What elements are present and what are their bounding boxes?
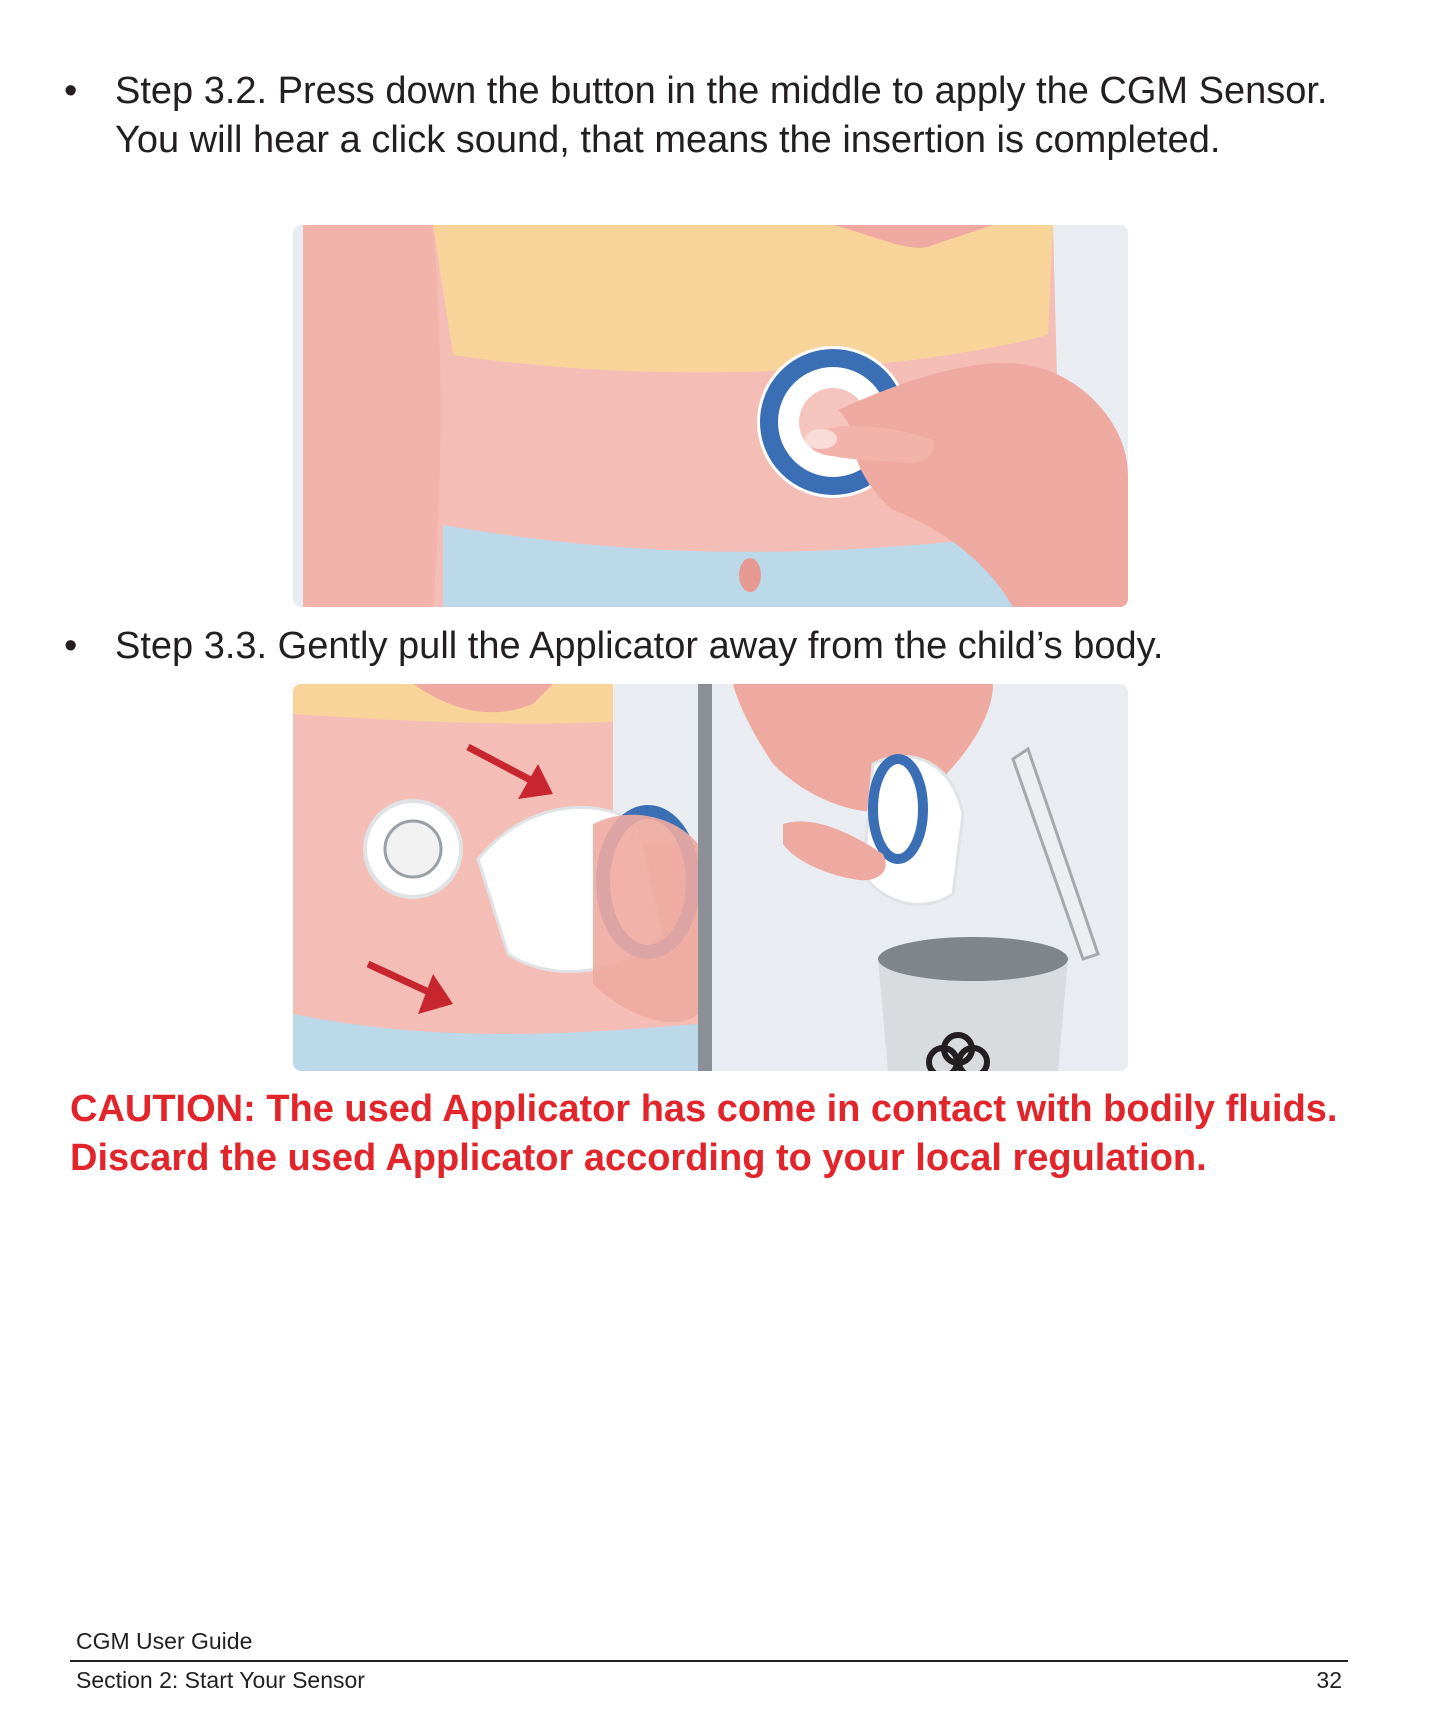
step-3-3-text: Step 3.3. Gently pull the Applicator away from the child’s body. [115,625,1164,667]
illustration-press-button [293,225,1128,607]
footer-divider [70,1660,1348,1662]
illustration-pull-applicator [293,684,1128,1071]
page-number: 32 [1316,1667,1342,1693]
footer-section-name: Section 2: Start Your Sensor [76,1667,365,1693]
step-bullet: • [64,625,78,667]
footer-guide-title: CGM User Guide [76,1628,253,1654]
step-bullet: • [64,70,78,112]
caution-notice: CAUTION: The used Applicator has come in contact with bodily fluids. Discard the used Applicator according to your local regulation. [70,1088,1338,1179]
step-3-2-text: Step 3.2. Press down the button in the middle to apply the CGM Sensor. You will hear a click sound, that means the insertion is completed. [115,70,1328,161]
